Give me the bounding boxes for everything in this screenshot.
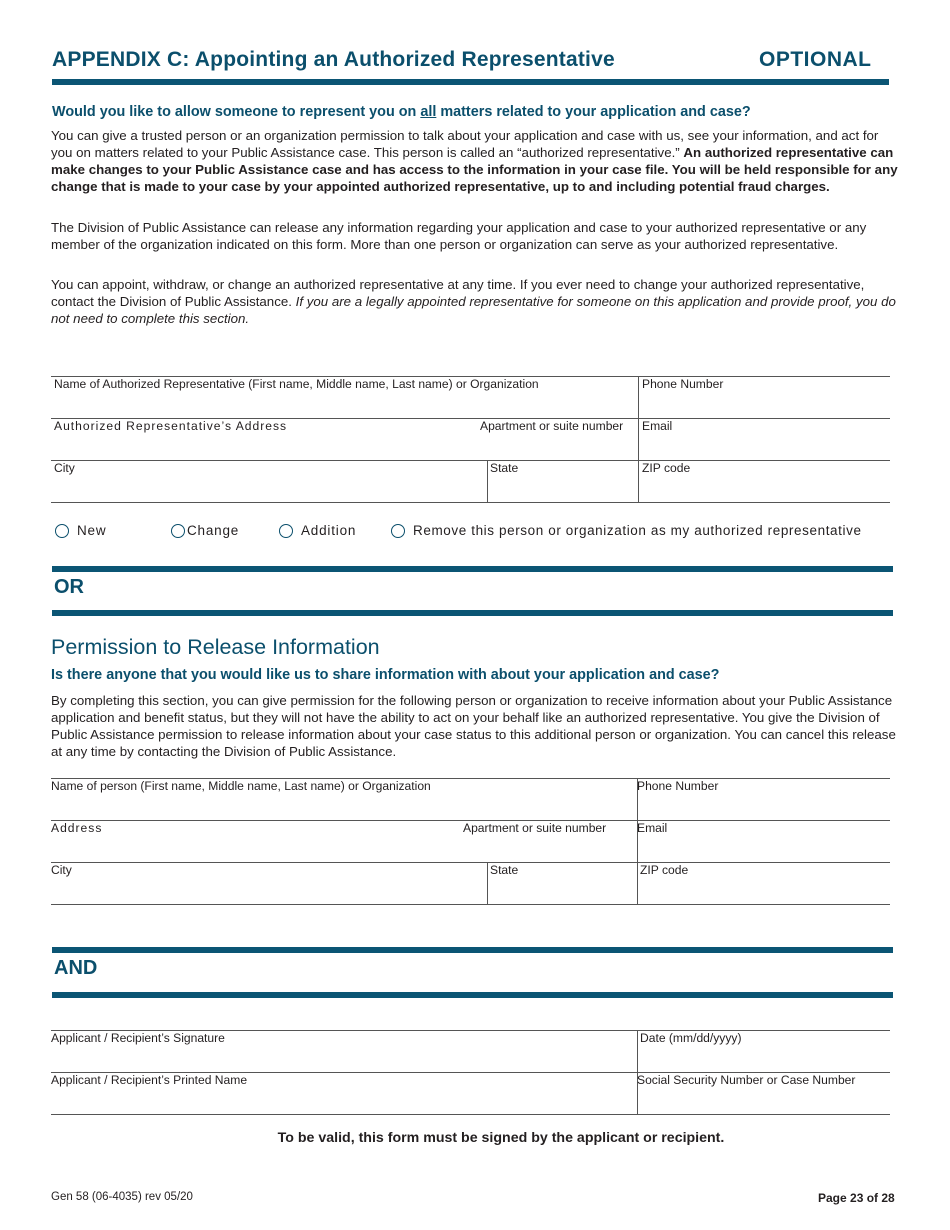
auth-rep-city-field[interactable] <box>51 461 487 502</box>
release-email-field[interactable] <box>637 821 890 862</box>
auth-rep-address-field[interactable] <box>51 419 638 460</box>
radio-circle-icon[interactable] <box>171 524 185 538</box>
signature-field[interactable] <box>51 1031 637 1072</box>
auth-rep-address-label: Authorized Representative’s Address <box>54 419 288 433</box>
radio-circle-icon[interactable] <box>279 524 293 538</box>
auth-rep-phone-label: Phone Number <box>642 377 724 391</box>
optional-label: OPTIONAL <box>759 48 872 71</box>
auth-rep-apt-label: Apartment or suite number <box>480 419 624 433</box>
printed-name-label: Applicant / Recipient’s Printed Name <box>51 1073 248 1087</box>
release-state-field[interactable] <box>488 863 637 904</box>
release-name-field[interactable] <box>51 779 637 820</box>
release-address-field[interactable] <box>51 821 637 862</box>
release-state-label: State <box>490 863 519 877</box>
and-label: AND <box>54 957 98 979</box>
page-title: APPENDIX C: Appointing an Authorized Representative <box>52 48 615 71</box>
auth-rep-email-label: Email <box>642 419 673 433</box>
auth-rep-zip-label: ZIP code <box>642 461 691 475</box>
release-name-label: Name of person (First name, Middle name, Last name) or Organization <box>51 779 431 793</box>
radio-circle-icon[interactable] <box>55 524 69 538</box>
page-number: Page 23 of 28 <box>818 1191 895 1205</box>
auth-rep-row-bottom-border <box>51 502 890 503</box>
option-change[interactable]: Change <box>171 523 239 538</box>
auth-rep-name-field[interactable] <box>51 377 638 418</box>
release-city-label: City <box>51 863 72 877</box>
ssn-label: Social Security Number or Case Number <box>637 1073 856 1087</box>
auth-rep-paragraph-3: You can appoint, withdraw, or change an authorized representative at any time. If you ever need to change your authorized representative, contact the Division of Public Assistance. If you are a legally appointed representative for someone on this application and provide proof, you do not need to complete this section. <box>51 277 896 326</box>
date-label: Date (mm/dd/yyyy) <box>640 1031 742 1045</box>
auth-rep-email-field[interactable] <box>639 419 890 460</box>
radio-circle-icon[interactable] <box>391 524 405 538</box>
or-bottom-rule <box>52 610 893 616</box>
date-field[interactable] <box>638 1031 890 1072</box>
or-label: OR <box>54 576 84 598</box>
release-question: Is there anyone that you would like us to share information with about your application and case? <box>51 667 720 683</box>
auth-rep-zip-field[interactable] <box>639 461 890 502</box>
option-new[interactable]: New <box>55 523 106 538</box>
option-remove[interactable]: Remove this person or organization as my authorized representative <box>391 523 862 538</box>
release-zip-label: ZIP code <box>640 863 689 877</box>
release-title: Permission to Release Information <box>51 635 380 659</box>
release-address-label: Address <box>51 821 103 835</box>
or-top-rule <box>52 566 893 572</box>
release-zip-field[interactable] <box>638 863 890 904</box>
release-row-bottom-border <box>51 904 890 905</box>
and-bottom-rule <box>52 992 893 998</box>
option-addition[interactable]: Addition <box>279 523 356 538</box>
release-apt-label: Apartment or suite number <box>463 821 607 835</box>
auth-rep-state-label: State <box>490 461 519 475</box>
auth-rep-question: Would you like to allow someone to represent you on all matters related to your application and case? <box>52 104 751 120</box>
signature-label: Applicant / Recipient’s Signature <box>51 1031 225 1045</box>
auth-rep-paragraph-1: You can give a trusted person or an organization permission to talk about your application and case with us, see your information, and act for you on matters related to your Public Assistance case. This person is called an “authorized representative.” An authorized representative can make changes to your Public Assistance case and has access to the information in your case file. You will be held responsible for any change that is made to your case by your appointed authorized representative, up to and including potential fraud charges. <box>51 128 898 194</box>
printed-name-field[interactable] <box>51 1073 637 1114</box>
release-phone-label: Phone Number <box>637 779 719 793</box>
auth-rep-phone-field[interactable] <box>639 377 890 418</box>
header-rule <box>52 79 889 85</box>
form-id: Gen 58 (06-4035) rev 05/20 <box>51 1191 193 1203</box>
release-phone-field[interactable] <box>637 779 890 820</box>
release-email-label: Email <box>637 821 668 835</box>
auth-rep-paragraph-2: The Division of Public Assistance can release any information regarding your application and case to your authorized representative or any member of the organization indicated on this form. More than one person or organization can serve as your authorized representative. <box>51 220 867 252</box>
valid-note: To be valid, this form must be signed by the applicant or recipient. <box>277 1130 725 1146</box>
and-top-rule <box>52 947 893 953</box>
release-city-field[interactable] <box>51 863 487 904</box>
sig-row-bottom-border <box>51 1114 890 1115</box>
auth-rep-state-field[interactable] <box>488 461 638 502</box>
auth-rep-city-label: City <box>54 461 75 475</box>
auth-rep-name-label: Name of Authorized Representative (First name, Middle name, Last name) or Organization <box>54 377 539 391</box>
release-paragraph: By completing this section, you can give permission for the following person or organization to receive information about your Public Assistance application and benefit status, but they will not have the ability to act on your behalf like an authorized representative. You give the Division of Public Assistance permission to release information about your case status to this additional person or organization. You can cancel this release at any time by contacting the Division of Public Assistance. <box>51 693 896 759</box>
ssn-field[interactable] <box>637 1073 890 1114</box>
